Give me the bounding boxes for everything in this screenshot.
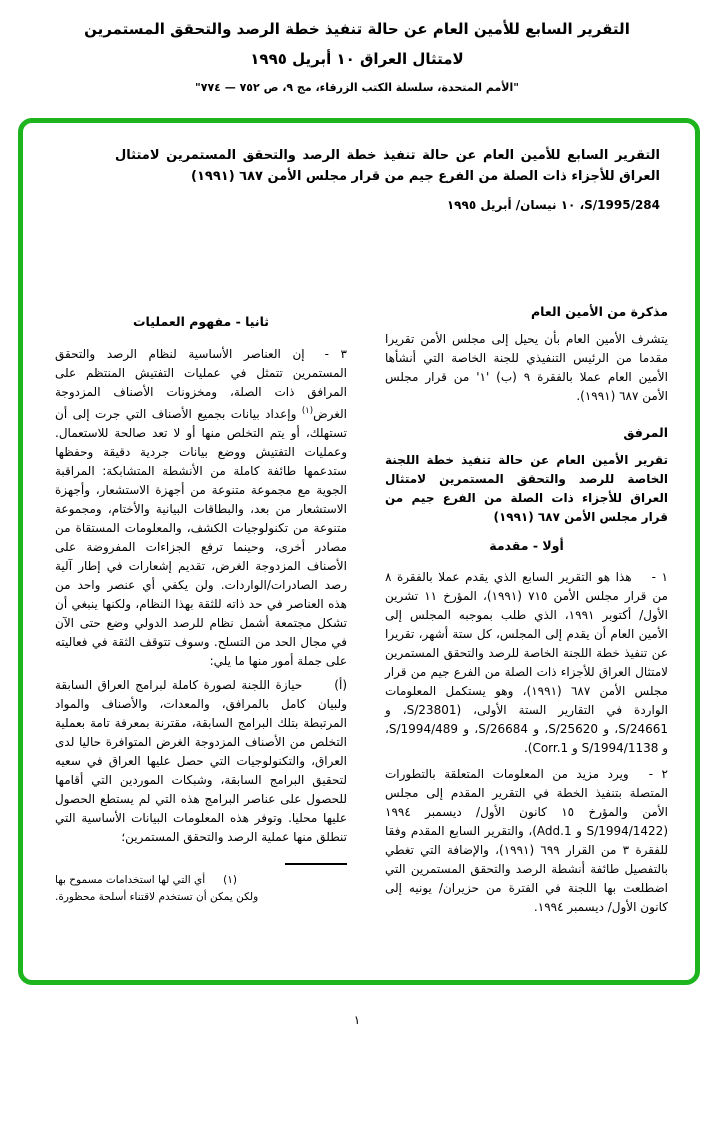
column-right: [385, 302, 668, 917]
memo-paragraph: يتشرف الأمين العام بأن يحيل إلى مجلس الأمن تقريرا مقدما من الرئيس التنفيذي للجنة الخاصة التي أنشأها الأمين العام عملا بالفقرة ٩ (ب) '١' من قرار مجلس الأمن ٦٨٧ (١٩٩١).: [385, 332, 668, 403]
footnote-ref: (١): [301, 406, 314, 416]
paragraph-2-number: ٢ -: [648, 767, 668, 781]
header-title-line1: التقرير السابع للأمين العام عن حالة تنفيذ خطة الرصد والتحقق المستمرين: [84, 20, 630, 38]
document-frame: [18, 118, 700, 985]
list-item-a-text: حيازة اللجنة لصورة كاملة لبرامج العراق السابقة ولبيان كامل بالمرافق، والمعدات، والأصناف والمواد المرتبطة بتلك البرامج السابقة، مقترنة بمعرفة تامة بعملية التخلص من الأصناف المزدوجة الغرض المتوافرة حاليا لدى العراق، والتكنولوجيات التي حصل عليها العراق في سعيه لتحقيق البرامج السابقة، وشبكات الموردين التي أقامها للحصول على عناصر البرامج هذه التي لم يستطع الحصول عليها محليا. وتوفر هذه المعلومات البيانات الأساسية التي تنطلق منها عملية الرصد والتحقق المستمرين؛: [55, 678, 347, 844]
paragraph-3: [55, 345, 347, 671]
page-header: [0, 20, 714, 94]
footnote-number: (١): [223, 874, 237, 886]
list-item-a: [55, 676, 347, 847]
header-title-line2: لامتثال العراق ١٠ أبريل ١٩٩٥: [250, 50, 464, 68]
footnote-text: أي التي لها استخدامات مسموح بها ولكن يمكن أن تستخدم لاقتناء أسلحة محظورة.: [55, 874, 259, 903]
annex-heading: المرفق: [623, 425, 668, 440]
column-left: [55, 302, 347, 906]
footnote: [55, 872, 347, 906]
document-title: التقرير السابع للأمين العام عن حالة تنفيذ خطة الرصد والتحقق المستمرين لامتثال العراق للأجزاء ذات الصلة من الفرع جيم من قرار مجلس الأمن ٦٨٧ (١٩٩١): [115, 148, 660, 184]
paragraph-1: [385, 568, 668, 758]
section-one-heading: أولا - مقدمة: [489, 538, 564, 553]
paragraph-1-text: هذا هو التقرير السابع الذي يقدم عملا بالفقرة ٨ من قرار مجلس الأمن ٧١٥ (١٩٩١)، المؤرخ ١١ تشرين الأول/ أكتوبر ١٩٩١، الذي طلب بموجبه المجلس إلى الأمين العام أن يقدم إلى المجلس، كل ستة أشهر، تقريرا عن تنفيذ خطة اللجنة الخاصة للرصد والتحقق المستمرين لامتثال العراق للأجزاء ذات الصلة من الفرع جيم من قرار مجلس الأمن ٦٨٧ (١٩٩١)، وهو يستكمل المعلومات الواردة في التقارير الستة الأولى، (S/23801، و S/24661، و S/25620، و S/26684، و S/1994/489، و S/1994/1138 و Corr.1).: [385, 570, 669, 755]
paragraph-3-text-a: إن العناصر الأساسية لنظام الرصد والتحقق المستمرين تتمثل في عمليات التفتيش المنتظم على المرافق ذات الصلة، ومخزونات الأصناف المزدوجة الغرض: [55, 347, 347, 421]
document-columns: [45, 302, 668, 917]
document-symbol-date: S/1995/284، ١٠ نيسان/ أبريل ١٩٩٥: [446, 198, 660, 212]
memo-heading: مذكرة من الأمين العام: [531, 304, 668, 319]
footnote-separator: [285, 863, 347, 865]
paragraph-2: [385, 765, 668, 917]
annex-paragraph: تقرير الأمين العام عن حالة تنفيذ خطة اللجنة الخاصة للرصد والتحقق المستمرين لامتثال العراق للأجزاء ذات الصلة من الفرع جيم من قرار مجلس الأمن ٦٨٧ (١٩٩١): [385, 453, 668, 524]
page-number: ١: [353, 1013, 361, 1027]
paragraph-3-number: ٣ -: [324, 347, 347, 361]
paragraph-2-text: ويرد مزيد من المعلومات المتعلقة بالتطورات المتصلة بتنفيذ الخطة في التقرير المقدم إلى مجلس الأمن والمؤرخ ١٥ كانون الأول/ ديسمبر ١٩٩٤ (S/1994/1422 و Add.1)، والتقرير السابع المقدم وفقا للفقرة ٣ من القرار ٦٩٩ (١٩٩١)، والإضافة التي تغطي بالتفصيل طائفة أنشطة الرصد والتحقق المستمرين التي اضطلعت بها اللجنة في الفترة من حزيران/ يونيه إلى كانون الأول/ ديسمبر ١٩٩٤.: [385, 767, 668, 914]
header-source-line: "الأمم المتحدة، سلسلة الكتب الزرقاء، مج ٩، ص ٧٥٢ — ٧٧٤": [195, 81, 519, 94]
paragraph-3-text-b: وإعداد بيانات بجميع الأصناف التي جرت إلى أن تستهلك، أو يتم التخلص منها أو لا تعد صالحة للاستعمال. وعمليات التفتيش ووضع بيانات جردية دقيقة وحفظها ستدعمها طائفة كاملة من الأنشطة المتشابكة: المراقبة الجوية مع مجموعة متنوعة من أجهزة الاستشعار، وأجهزة الاستشعار من بعد، والبطاقات البيانية والأختام، ومجموعة متنوعة من تكنولوجيات الكشف، والمعلومات المستقاة من مصادر أخرى، وحينما ترفع الجزاءات المفروضة على الأصناف المزدوجة الغرض، تقديم إشعارات في إطار آلية رصد الصادرات/الواردات. ولن يكفي أي عنصر واحد من هذه العناصر في حد ذاته للثقة بهذا النظام، ولكنها ينبغي أن تشكل مجتمعة أشمل نظام للرصد الدولي وضع حتى الآن في مجال الحد من التسلح. وسوف تتوقف الثقة في فعاليته على جملة أمور منها ما يلي:: [55, 407, 347, 668]
list-item-a-marker: (أ): [334, 678, 347, 692]
paragraph-1-number: ١ -: [651, 570, 668, 584]
section-two-heading: ثانيا - مفهوم العمليات: [133, 314, 269, 329]
